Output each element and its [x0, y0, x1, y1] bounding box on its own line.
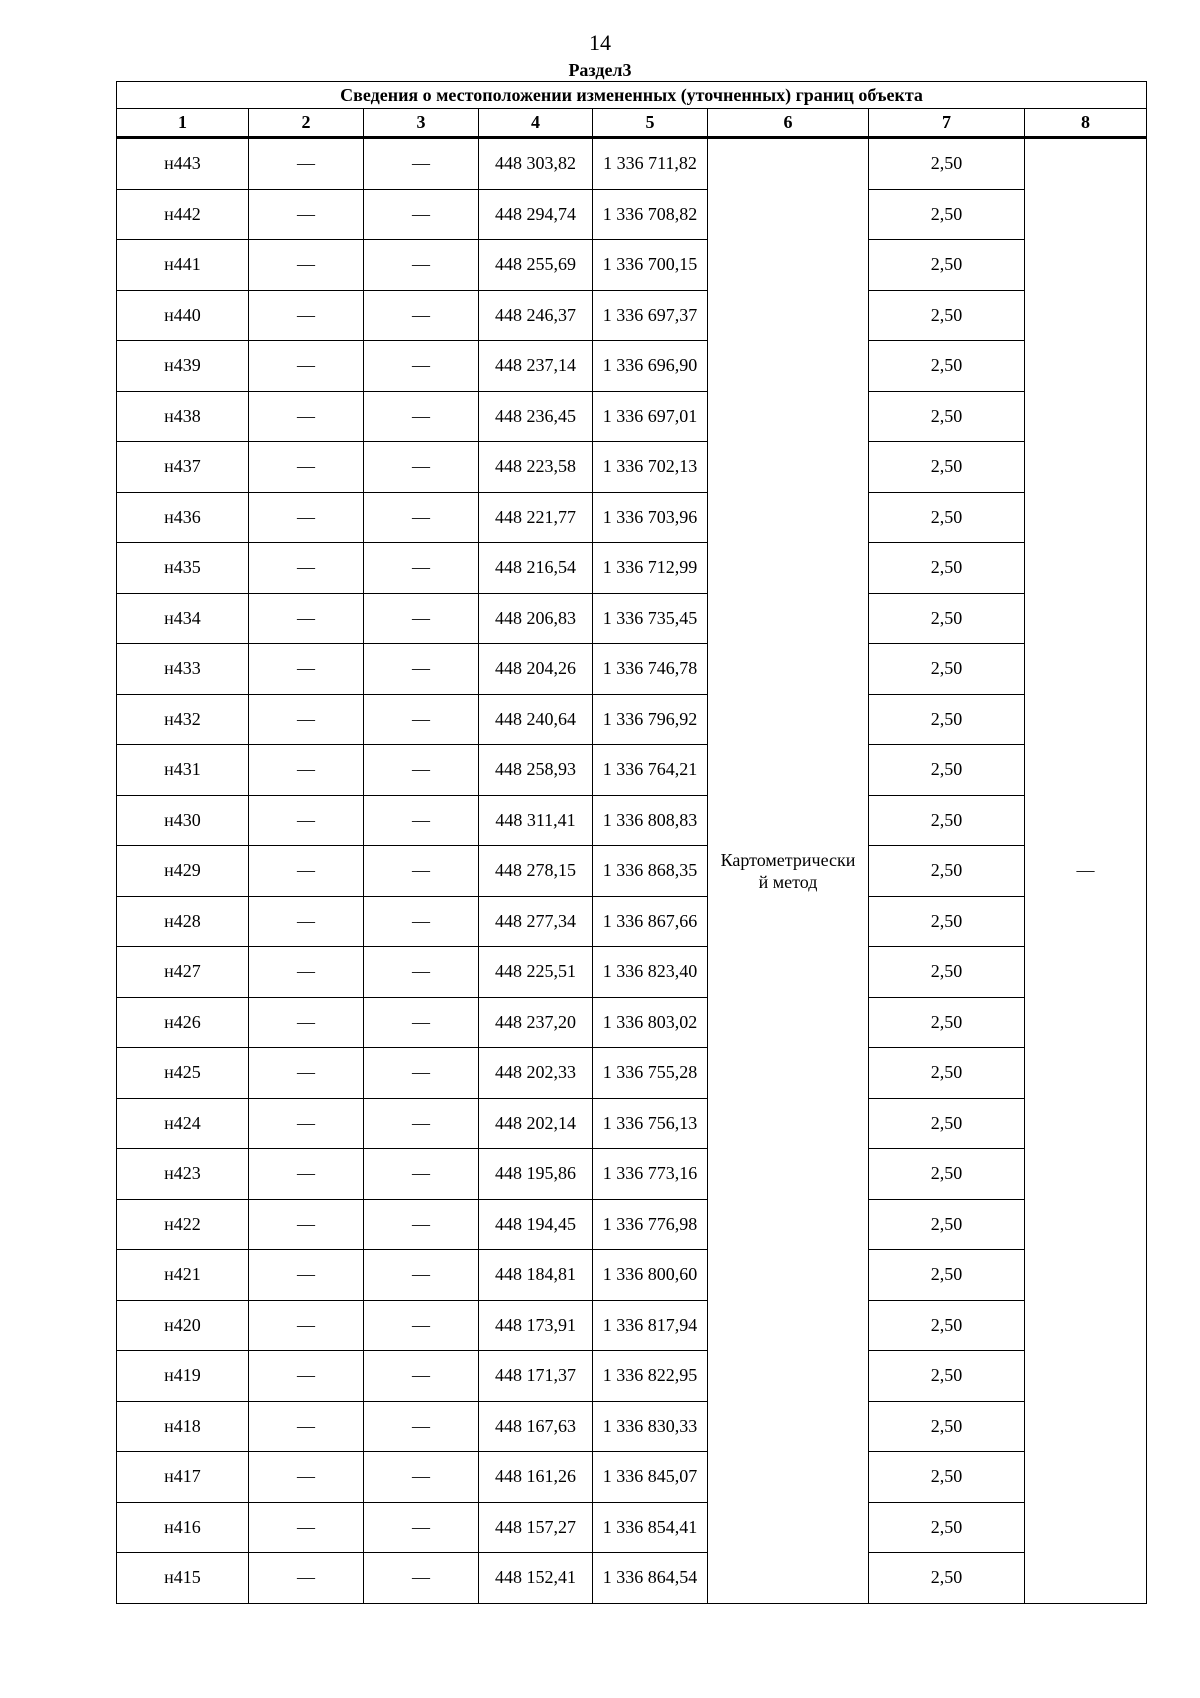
x-coordinate-cell: 448 195,86 — [479, 1149, 593, 1200]
point-name-cell: н419 — [117, 1351, 249, 1402]
section-title: Раздел3 — [568, 60, 632, 80]
table-row — [117, 745, 1147, 796]
column-3-cell: — — [364, 745, 479, 796]
accuracy-cell: 2,50 — [869, 543, 1025, 594]
column-3-cell: — — [364, 1149, 479, 1200]
column-number-row — [117, 109, 1147, 138]
table-row — [117, 795, 1147, 846]
column-number-3: 3 — [364, 109, 479, 138]
point-name-cell: н416 — [117, 1502, 249, 1553]
x-coordinate-cell: 448 240,64 — [479, 694, 593, 745]
accuracy-cell: 2,50 — [869, 1401, 1025, 1452]
column-3-cell: — — [364, 1199, 479, 1250]
y-coordinate-cell: 1 336 800,60 — [593, 1250, 708, 1301]
x-coordinate-cell: 448 221,77 — [479, 492, 593, 543]
column-3-cell: — — [364, 644, 479, 695]
y-coordinate-cell: 1 336 697,01 — [593, 391, 708, 442]
column-2-cell: — — [249, 138, 364, 190]
point-name-cell: н433 — [117, 644, 249, 695]
table-row — [117, 391, 1147, 442]
x-coordinate-cell: 448 255,69 — [479, 240, 593, 291]
point-name-cell: н429 — [117, 846, 249, 897]
x-coordinate-cell: 448 237,20 — [479, 997, 593, 1048]
column-3-cell: — — [364, 290, 479, 341]
point-name-cell: н425 — [117, 1048, 249, 1099]
accuracy-cell: 2,50 — [869, 492, 1025, 543]
y-coordinate-cell: 1 336 817,94 — [593, 1300, 708, 1351]
point-name-cell: н439 — [117, 341, 249, 392]
column-3-cell: — — [364, 1250, 479, 1301]
column-3-cell: — — [364, 442, 479, 493]
y-coordinate-cell: 1 336 823,40 — [593, 947, 708, 998]
y-coordinate-cell: 1 336 808,83 — [593, 795, 708, 846]
column-3-cell: — — [364, 896, 479, 947]
point-name-cell: н443 — [117, 138, 249, 190]
accuracy-cell: 2,50 — [869, 1098, 1025, 1149]
accuracy-cell: 2,50 — [869, 846, 1025, 897]
table-row — [117, 1401, 1147, 1452]
table-row — [117, 1149, 1147, 1200]
column-number-2: 2 — [249, 109, 364, 138]
accuracy-cell: 2,50 — [869, 1250, 1025, 1301]
table-row — [117, 442, 1147, 493]
point-name-cell: н432 — [117, 694, 249, 745]
column-3-cell: — — [364, 694, 479, 745]
column-number-8: 8 — [1025, 109, 1147, 138]
table-row — [117, 694, 1147, 745]
column-3-cell: — — [364, 1502, 479, 1553]
column-3-cell: — — [364, 341, 479, 392]
column-2-cell: — — [249, 492, 364, 543]
y-coordinate-cell: 1 336 735,45 — [593, 593, 708, 644]
y-coordinate-cell: 1 336 854,41 — [593, 1502, 708, 1553]
column-2-cell: — — [249, 1199, 364, 1250]
column-3-cell: — — [364, 240, 479, 291]
y-coordinate-cell: 1 336 708,82 — [593, 189, 708, 240]
column-2-cell: — — [249, 290, 364, 341]
column-8-cell: — — [1025, 138, 1147, 1604]
y-coordinate-cell: 1 336 867,66 — [593, 896, 708, 947]
column-number-1: 1 — [117, 109, 249, 138]
y-coordinate-cell: 1 336 796,92 — [593, 694, 708, 745]
y-coordinate-cell: 1 336 868,35 — [593, 846, 708, 897]
y-coordinate-cell: 1 336 696,90 — [593, 341, 708, 392]
x-coordinate-cell: 448 216,54 — [479, 543, 593, 594]
x-coordinate-cell: 448 303,82 — [479, 138, 593, 190]
column-3-cell: — — [364, 947, 479, 998]
x-coordinate-cell: 448 173,91 — [479, 1300, 593, 1351]
x-coordinate-cell: 448 246,37 — [479, 290, 593, 341]
table-row — [117, 240, 1147, 291]
point-name-cell: н421 — [117, 1250, 249, 1301]
table-body — [117, 138, 1147, 1604]
accuracy-cell: 2,50 — [869, 240, 1025, 291]
x-coordinate-cell: 448 161,26 — [479, 1452, 593, 1503]
column-3-cell: — — [364, 1452, 479, 1503]
column-2-cell: — — [249, 896, 364, 947]
table-row — [117, 138, 1147, 190]
point-name-cell: н440 — [117, 290, 249, 341]
x-coordinate-cell: 448 167,63 — [479, 1401, 593, 1452]
column-2-cell: — — [249, 1048, 364, 1099]
column-2-cell: — — [249, 341, 364, 392]
column-3-cell: — — [364, 1401, 479, 1452]
column-3-cell: — — [364, 1048, 479, 1099]
table-row — [117, 896, 1147, 947]
column-2-cell: — — [249, 1351, 364, 1402]
x-coordinate-cell: 448 206,83 — [479, 593, 593, 644]
point-name-cell: н417 — [117, 1452, 249, 1503]
table-row — [117, 290, 1147, 341]
x-coordinate-cell: 448 225,51 — [479, 947, 593, 998]
x-coordinate-cell: 448 237,14 — [479, 341, 593, 392]
column-2-cell: — — [249, 1401, 364, 1452]
y-coordinate-cell: 1 336 776,98 — [593, 1199, 708, 1250]
column-2-cell: — — [249, 189, 364, 240]
accuracy-cell: 2,50 — [869, 896, 1025, 947]
y-coordinate-cell: 1 336 822,95 — [593, 1351, 708, 1402]
x-coordinate-cell: 448 236,45 — [479, 391, 593, 442]
y-coordinate-cell: 1 336 773,16 — [593, 1149, 708, 1200]
boundary-coordinates-table — [116, 81, 1147, 1604]
point-name-cell: н424 — [117, 1098, 249, 1149]
column-2-cell: — — [249, 694, 364, 745]
column-2-cell: — — [249, 543, 364, 594]
column-2-cell: — — [249, 1553, 364, 1604]
accuracy-cell: 2,50 — [869, 1149, 1025, 1200]
table-row — [117, 1250, 1147, 1301]
point-name-cell: н436 — [117, 492, 249, 543]
table-row — [117, 1098, 1147, 1149]
column-2-cell: — — [249, 1300, 364, 1351]
column-3-cell: — — [364, 997, 479, 1048]
table-row — [117, 1300, 1147, 1351]
column-2-cell: — — [249, 644, 364, 695]
column-2-cell: — — [249, 391, 364, 442]
table-row — [117, 189, 1147, 240]
y-coordinate-cell: 1 336 845,07 — [593, 1452, 708, 1503]
x-coordinate-cell: 448 202,33 — [479, 1048, 593, 1099]
column-number-6: 6 — [708, 109, 869, 138]
table-row — [117, 1048, 1147, 1099]
method-line-1: Картометрически — [720, 849, 856, 870]
column-3-cell: — — [364, 795, 479, 846]
point-name-cell: н427 — [117, 947, 249, 998]
column-3-cell: — — [364, 391, 479, 442]
point-name-cell: н437 — [117, 442, 249, 493]
column-3-cell: — — [364, 1300, 479, 1351]
column-2-cell: — — [249, 1149, 364, 1200]
accuracy-cell: 2,50 — [869, 644, 1025, 695]
column-2-cell: — — [249, 442, 364, 493]
column-3-cell: — — [364, 492, 479, 543]
column-3-cell: — — [364, 1351, 479, 1402]
accuracy-cell: 2,50 — [869, 1300, 1025, 1351]
accuracy-cell: 2,50 — [869, 1351, 1025, 1402]
accuracy-cell: 2,50 — [869, 1502, 1025, 1553]
accuracy-cell: 2,50 — [869, 997, 1025, 1048]
accuracy-cell: 2,50 — [869, 1452, 1025, 1503]
table-row — [117, 1351, 1147, 1402]
column-2-cell: — — [249, 1452, 364, 1503]
accuracy-cell: 2,50 — [869, 1048, 1025, 1099]
point-name-cell: н430 — [117, 795, 249, 846]
x-coordinate-cell: 448 157,27 — [479, 1502, 593, 1553]
y-coordinate-cell: 1 336 755,28 — [593, 1048, 708, 1099]
accuracy-cell: 2,50 — [869, 138, 1025, 190]
y-coordinate-cell: 1 336 700,15 — [593, 240, 708, 291]
point-name-cell: н428 — [117, 896, 249, 947]
column-3-cell: — — [364, 189, 479, 240]
table-row — [117, 1553, 1147, 1604]
point-name-cell: н420 — [117, 1300, 249, 1351]
table-row — [117, 543, 1147, 594]
column-2-cell: — — [249, 947, 364, 998]
table-row — [117, 341, 1147, 392]
column-2-cell: — — [249, 1502, 364, 1553]
point-name-cell: н415 — [117, 1553, 249, 1604]
y-coordinate-cell: 1 336 712,99 — [593, 543, 708, 594]
point-name-cell: н435 — [117, 543, 249, 594]
accuracy-cell: 2,50 — [869, 290, 1025, 341]
accuracy-cell: 2,50 — [869, 593, 1025, 644]
column-number-4: 4 — [479, 109, 593, 138]
table-row — [117, 947, 1147, 998]
table-row — [117, 846, 1147, 897]
x-coordinate-cell: 448 184,81 — [479, 1250, 593, 1301]
point-name-cell: н426 — [117, 997, 249, 1048]
accuracy-cell: 2,50 — [869, 694, 1025, 745]
point-name-cell: н441 — [117, 240, 249, 291]
x-coordinate-cell: 448 278,15 — [479, 846, 593, 897]
table-row — [117, 593, 1147, 644]
column-2-cell: — — [249, 1250, 364, 1301]
y-coordinate-cell: 1 336 697,37 — [593, 290, 708, 341]
y-coordinate-cell: 1 336 830,33 — [593, 1401, 708, 1452]
y-coordinate-cell: 1 336 756,13 — [593, 1098, 708, 1149]
column-2-cell: — — [249, 846, 364, 897]
page-number: 14 — [589, 30, 611, 55]
accuracy-cell: 2,50 — [869, 391, 1025, 442]
accuracy-cell: 2,50 — [869, 947, 1025, 998]
y-coordinate-cell: 1 336 702,13 — [593, 442, 708, 493]
x-coordinate-cell: 448 204,26 — [479, 644, 593, 695]
point-name-cell: н442 — [117, 189, 249, 240]
x-coordinate-cell: 448 152,41 — [479, 1553, 593, 1604]
y-coordinate-cell: 1 336 803,02 — [593, 997, 708, 1048]
x-coordinate-cell: 448 202,14 — [479, 1098, 593, 1149]
accuracy-cell: 2,50 — [869, 442, 1025, 493]
accuracy-cell: 2,50 — [869, 341, 1025, 392]
column-2-cell: — — [249, 240, 364, 291]
point-name-cell: н431 — [117, 745, 249, 796]
accuracy-cell: 2,50 — [869, 745, 1025, 796]
column-3-cell: — — [364, 593, 479, 644]
table-title: Сведения о местоположении измененных (уточненных) границ объекта — [117, 82, 1147, 109]
y-coordinate-cell: 1 336 746,78 — [593, 644, 708, 695]
table-title-row — [117, 82, 1147, 109]
column-3-cell: — — [364, 1098, 479, 1149]
accuracy-cell: 2,50 — [869, 795, 1025, 846]
y-coordinate-cell: 1 336 703,96 — [593, 492, 708, 543]
x-coordinate-cell: 448 311,41 — [479, 795, 593, 846]
table-row — [117, 1502, 1147, 1553]
y-coordinate-cell: 1 336 864,54 — [593, 1553, 708, 1604]
point-name-cell: н434 — [117, 593, 249, 644]
accuracy-cell: 2,50 — [869, 1199, 1025, 1250]
column-2-cell: — — [249, 1098, 364, 1149]
table-row — [117, 492, 1147, 543]
y-coordinate-cell: 1 336 711,82 — [593, 138, 708, 190]
x-coordinate-cell: 448 277,34 — [479, 896, 593, 947]
column-number-7: 7 — [869, 109, 1025, 138]
accuracy-cell: 2,50 — [869, 189, 1025, 240]
method-line-2: й метод — [758, 871, 818, 892]
column-3-cell: — — [364, 1553, 479, 1604]
point-name-cell: н422 — [117, 1199, 249, 1250]
column-2-cell: — — [249, 997, 364, 1048]
point-name-cell: н423 — [117, 1149, 249, 1200]
table-row — [117, 1199, 1147, 1250]
table-row — [117, 997, 1147, 1048]
x-coordinate-cell: 448 223,58 — [479, 442, 593, 493]
x-coordinate-cell: 448 171,37 — [479, 1351, 593, 1402]
method-cell — [708, 138, 869, 1604]
column-2-cell: — — [249, 593, 364, 644]
point-name-cell: н418 — [117, 1401, 249, 1452]
column-2-cell: — — [249, 745, 364, 796]
y-coordinate-cell: 1 336 764,21 — [593, 745, 708, 796]
column-3-cell: — — [364, 846, 479, 897]
x-coordinate-cell: 448 194,45 — [479, 1199, 593, 1250]
column-2-cell: — — [249, 795, 364, 846]
column-number-5: 5 — [593, 109, 708, 138]
point-name-cell: н438 — [117, 391, 249, 442]
column-3-cell: — — [364, 543, 479, 594]
table-row — [117, 1452, 1147, 1503]
column-3-cell: — — [364, 138, 479, 190]
table-row — [117, 644, 1147, 695]
x-coordinate-cell: 448 258,93 — [479, 745, 593, 796]
x-coordinate-cell: 448 294,74 — [479, 189, 593, 240]
accuracy-cell: 2,50 — [869, 1553, 1025, 1604]
